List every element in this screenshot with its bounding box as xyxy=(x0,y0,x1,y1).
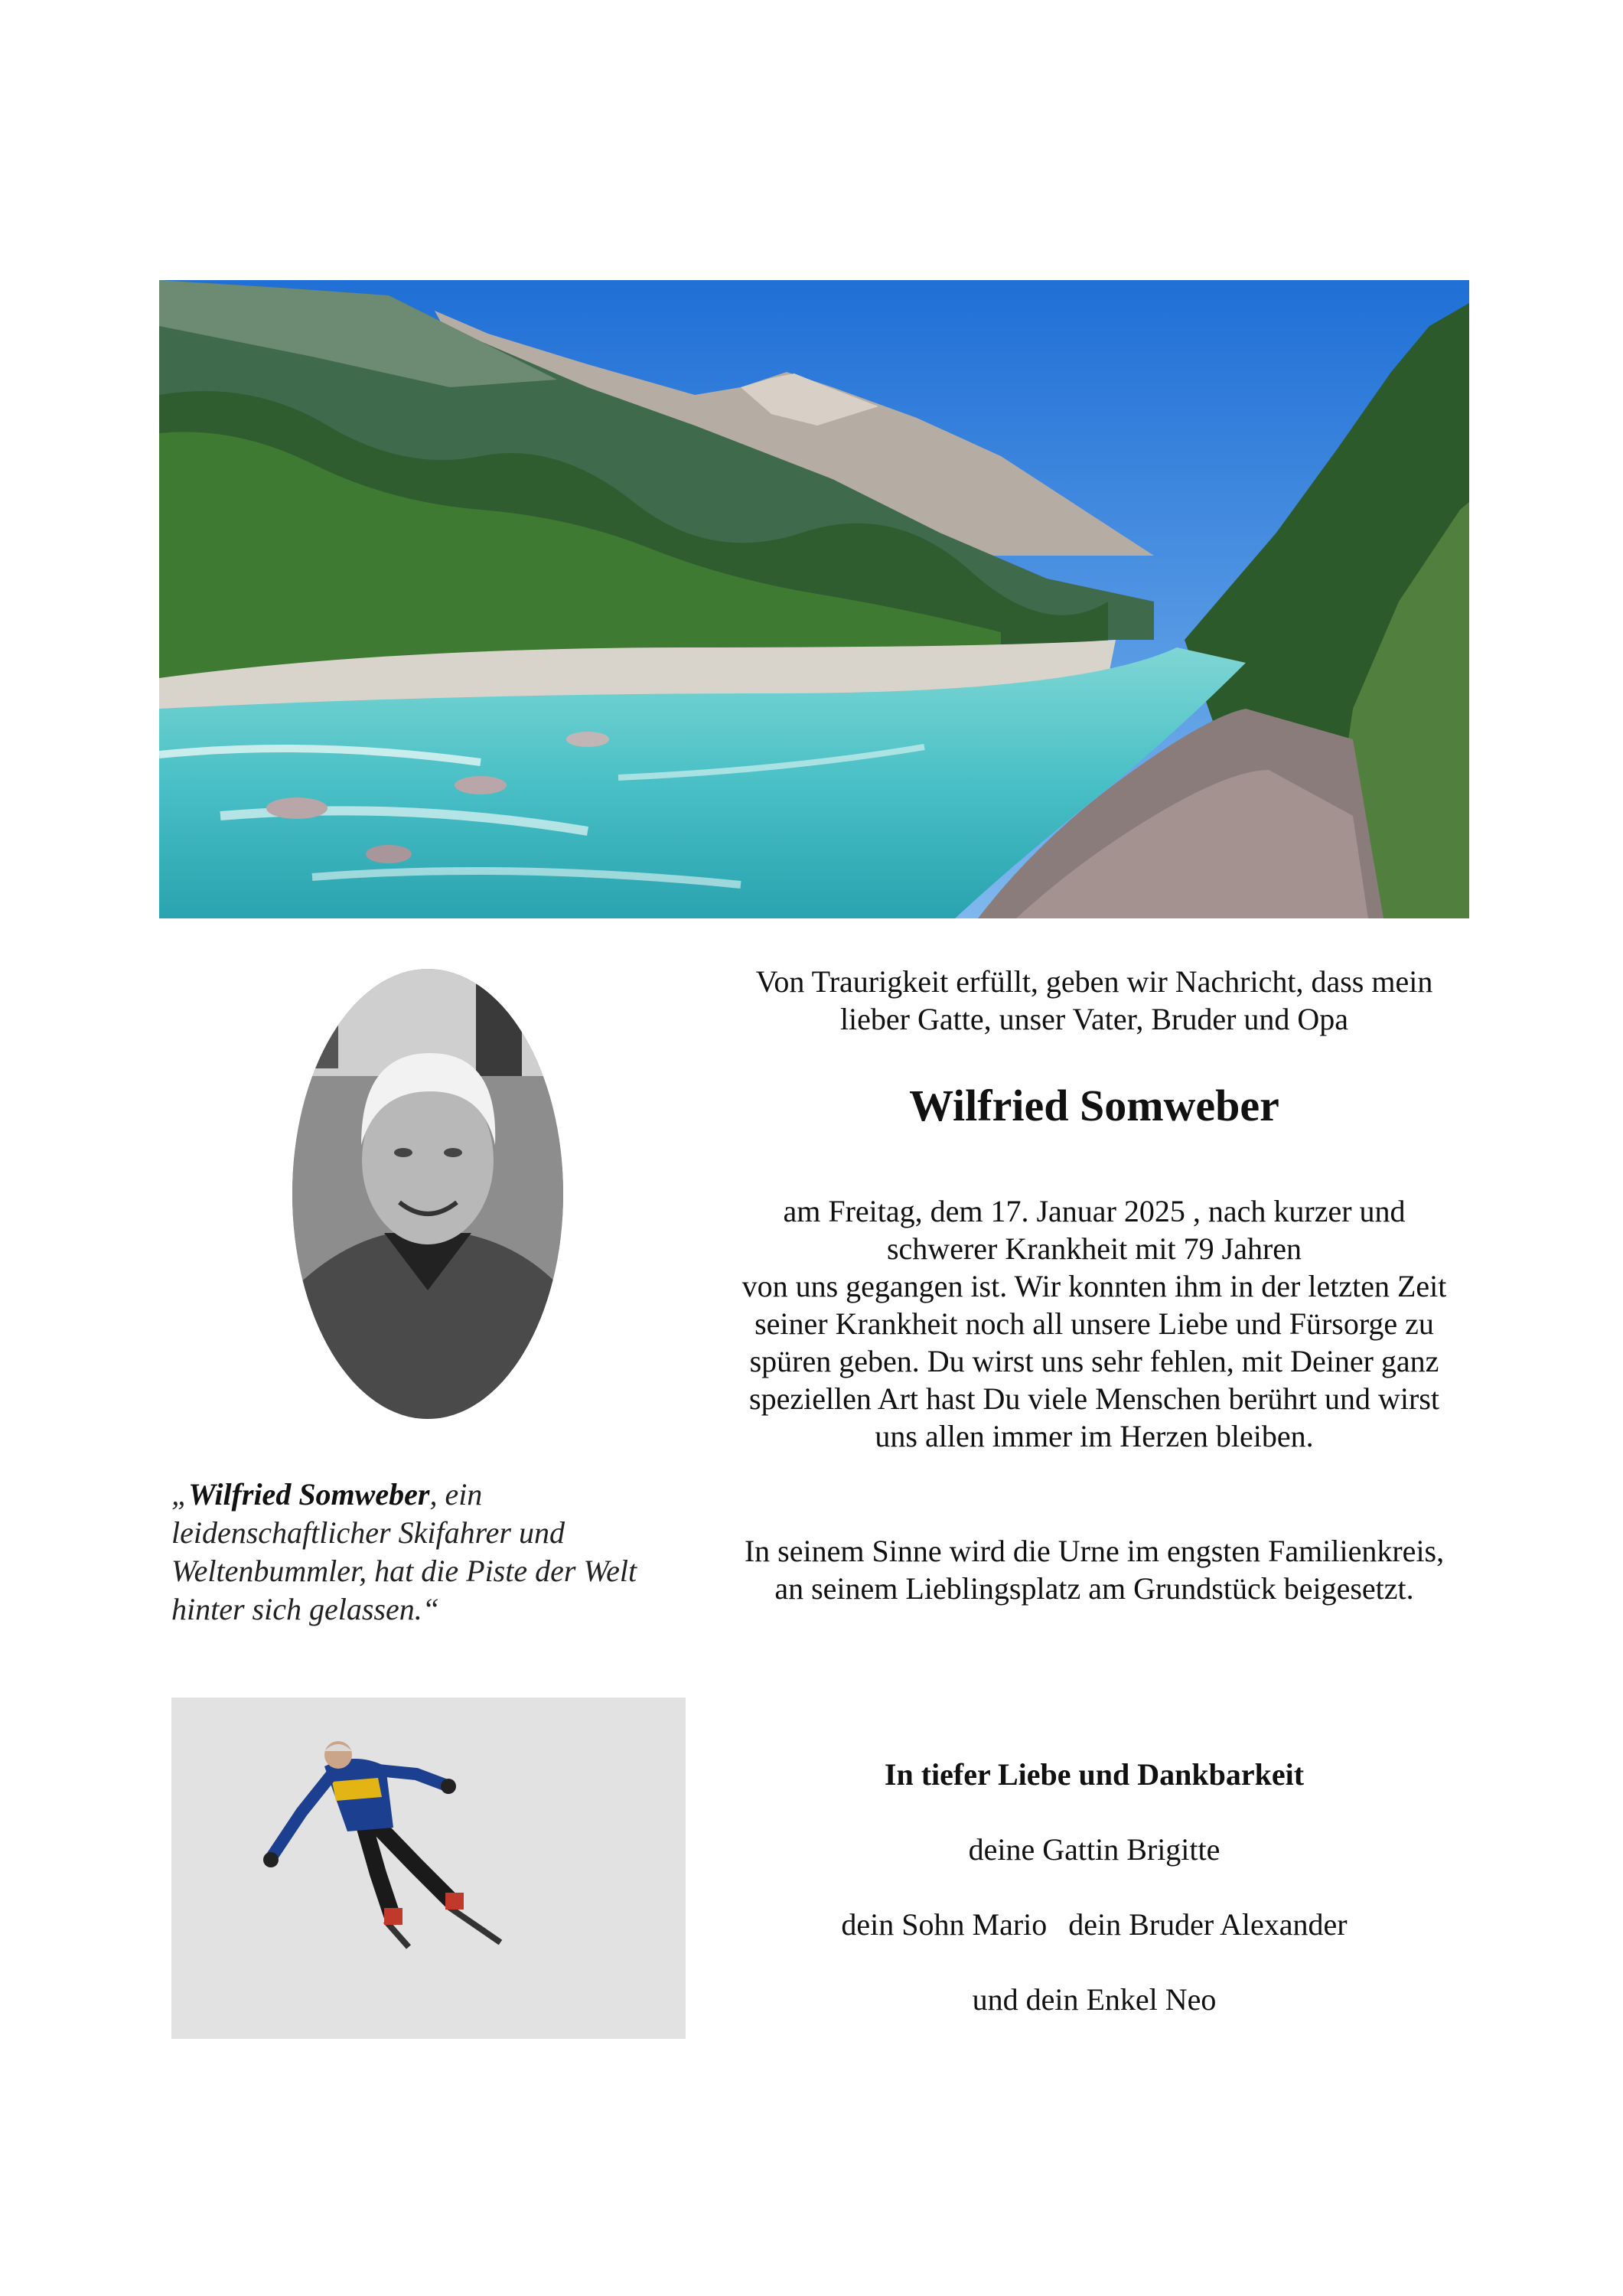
body-line: spüren geben. Du wirst uns sehr fehlen, mit Deiner ganz xyxy=(749,1344,1439,1378)
signature-brother: dein Bruder Alexander xyxy=(1068,1907,1348,1942)
quote-line: hinter sich gelassen.“ xyxy=(171,1592,439,1626)
grayscale-portrait-photo-oval-icon xyxy=(292,969,563,1419)
body-line: uns allen immer im Herzen bleiben. xyxy=(875,1419,1314,1453)
quote xyxy=(171,1476,684,1629)
signature-children-row xyxy=(689,1906,1500,1943)
intro-line: lieber Gatte, unser Vater, Bruder und Opa xyxy=(839,1002,1349,1036)
quote-line: Weltenbummler, hat die Piste der Welt xyxy=(171,1554,637,1588)
family-signature xyxy=(689,1756,1500,2018)
quote-line xyxy=(171,1476,684,1514)
header-landscape-image xyxy=(159,280,1469,918)
body-line: von uns gegangen ist. Wir konnten ihm in der letzten Zeit xyxy=(741,1269,1447,1303)
signature-grandson: und dein Enkel Neo xyxy=(972,1982,1217,2017)
obituary-body xyxy=(689,1192,1500,1455)
portrait-photo xyxy=(292,969,563,1419)
alpine-river-landscape-photo-icon xyxy=(159,280,1469,918)
body-line: speziellen Art hast Du viele Menschen berührt und wirst xyxy=(749,1381,1439,1416)
deceased-name: Wilfried Somweber xyxy=(909,1081,1279,1130)
quote-name: Wilfried Somweber xyxy=(188,1477,430,1512)
burial-note xyxy=(689,1532,1500,1607)
intro-line: Von Traurigkeit erfüllt, geben wir Nachricht, dass mein xyxy=(755,964,1433,999)
quote-open-mark: „ xyxy=(171,1477,189,1512)
quote-text: , ein xyxy=(429,1477,483,1512)
signature-heading: In tiefer Liebe und Dankbarkeit xyxy=(884,1757,1305,1792)
burial-line: In seinem Sinne wird die Urne im engsten Familienkreis, xyxy=(744,1534,1445,1568)
skier-photo xyxy=(171,1698,686,2039)
intro-text xyxy=(689,963,1500,1038)
signature-son: dein Sohn Mario xyxy=(841,1907,1048,1942)
quote-line: leidenschaftlicher Skifahrer und xyxy=(171,1515,565,1550)
body-line: schwerer Krankheit mit 79 Jahren xyxy=(886,1231,1302,1266)
body-line: am Freitag, dem 17. Januar 2025 , nach kurzer und xyxy=(783,1194,1406,1228)
skier-on-slope-photo-icon xyxy=(171,1698,686,2039)
signature-wife: deine Gattin Brigitte xyxy=(968,1832,1221,1867)
body-line: seiner Krankheit noch all unsere Liebe und Fürsorge zu xyxy=(754,1306,1434,1341)
burial-line: an seinem Lieblingsplatz am Grundstück beigesetzt. xyxy=(774,1571,1414,1606)
